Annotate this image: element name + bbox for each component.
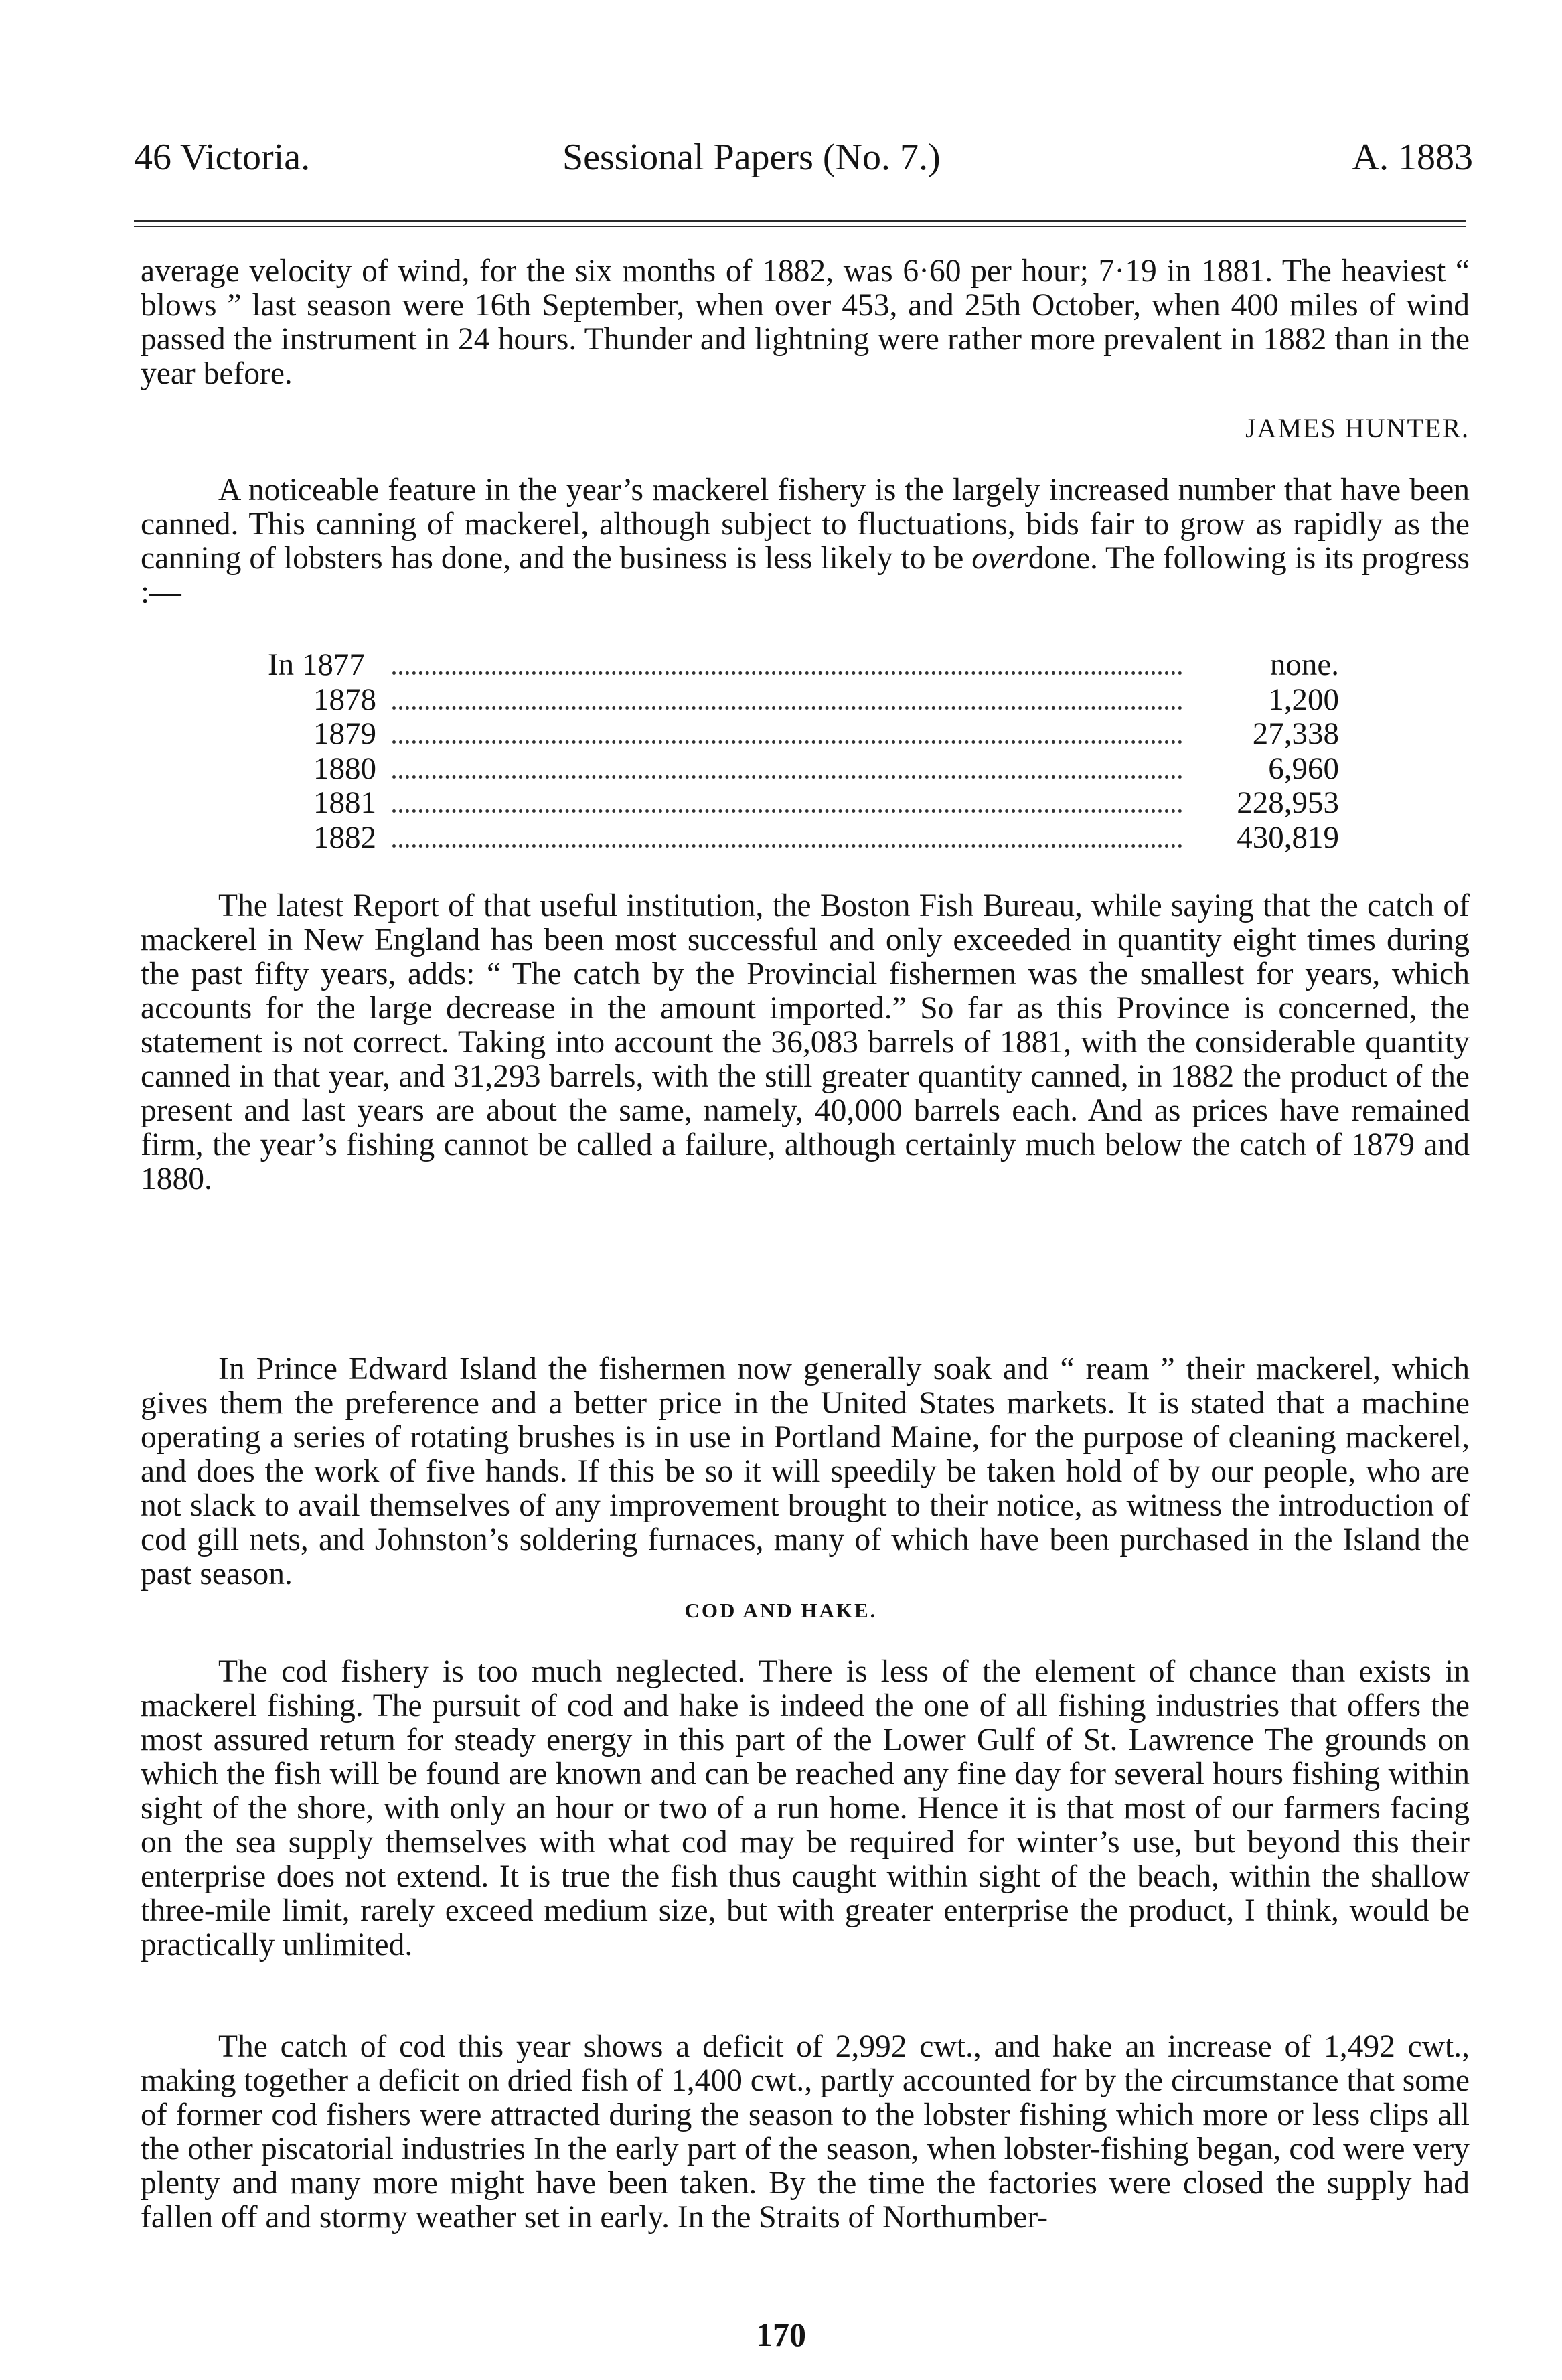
- paragraph-cod-catch: The catch of cod this year shows a deficit of 2,992 cwt., and hake an increase of 1,492 cwt., making together a deficit on dried fish of 1,400 cwt., partly accounted for by the circumstance that some of former cod fishers were attracted during the season to the lobster fishing which more or less clips all the other piscatorial industries In the early part of the season, when lobster-fishing began, cod were very plenty and many more might have been taken. By the time the factories were closed the supply had fallen off and stormy weather set in early. In the Straits of Northumber-: [141, 2029, 1470, 2235]
- paragraph-wind: average velocity of wind, for the six months of 1882, was 6·60 per hour; 7·19 in 1881. The heaviest “ blows ” last season were 16th September, when over 453, and 25th October, when 400 miles of wind passed the instrument in 24 hours. Thunder and lightning were rather more prevalent in 1882 than in the year before.: [141, 254, 1470, 391]
- table-year: In 1877: [268, 647, 365, 682]
- paragraph-mackerel-canning: [141, 473, 1470, 610]
- paragraph-pei-fishermen: In Prince Edward Island the fishermen now generally soak and “ ream ” their mackerel, which gives them the preference and a better price in the United States markets. It is stated that a machine operating a series of rotating brushes is in use in Portland Maine, for the purpose of cleaning mackerel, and does the work of five hands. If this be so it will speedily be taken hold of by our people, who are not slack to avail themselves of any improvement brought to their notice, as witness the introduction of cod gill nets, and Johnston’s soldering furnaces, many of which have been purchased in the Island the past season.: [141, 1352, 1470, 1591]
- section-heading: COD AND HAKE.: [684, 1599, 878, 1622]
- table-row: [268, 717, 1339, 752]
- emphasis-text: over: [971, 541, 1028, 576]
- leader-dots: [392, 775, 1182, 779]
- signature: JAMES HUNTER.: [1245, 413, 1470, 443]
- header-rule-thin: [134, 226, 1466, 227]
- leader-dots: [392, 809, 1182, 813]
- table-year: 1881: [313, 785, 376, 820]
- leader-dots: [392, 706, 1182, 710]
- page-header: [134, 131, 1473, 184]
- paragraph-boston-report: The latest Report of that useful institution, the Boston Fish Bureau, while saying that the catch of mackerel in New England has been most successful and only exceeded in quantity eight times during the past fifty years, adds: “ The catch by the Provincial fishermen was the smallest for years, which accounts for the large decrease in the amount imported.” So far as this Province is concerned, the statement is not correct. Taking into account the 36,083 barrels of 1881, with the considerable quantity canned in that year, and 31,293 barrels, with the still greater quantity canned, in 1882 the product of the present and last years are about the same, namely, 40,000 barrels each. And as prices have remained firm, the year’s fishing cannot be called a failure, although certainly much below the catch of 1879 and 1880.: [141, 888, 1470, 1196]
- header-volume: 46 Victoria.: [134, 137, 311, 178]
- table-value: 430,819: [1237, 819, 1339, 855]
- header-year: A. 1883: [1352, 137, 1473, 178]
- table-year: 1882: [313, 819, 376, 855]
- table-row: [268, 786, 1339, 821]
- table-year: 1880: [313, 750, 376, 786]
- leader-dots: [392, 844, 1182, 848]
- table-row: [268, 752, 1339, 787]
- paragraph-text: A noticeable feature in the year’s mackerel fishery is the largely increased number that have been canned. This canning of mackerel, although subject to fluctuations, bids fair to grow as rapidly as the canning of lobsters has done, and the business is less likely to be: [141, 473, 1470, 576]
- leader-dots: [392, 740, 1182, 744]
- table-row: [268, 648, 1339, 683]
- table-value: 27,338: [1252, 716, 1339, 751]
- table-year: 1878: [313, 682, 376, 717]
- canning-progress-table: [268, 648, 1339, 855]
- table-value: 1,200: [1268, 682, 1339, 717]
- leader-dots: [392, 671, 1182, 675]
- table-row: [268, 683, 1339, 718]
- paragraph-cod-fishery: The cod fishery is too much neglected. There is less of the element of chance than exists in mackerel fishing. The pursuit of cod and hake is indeed the one of all fishing industries that offers the most assured return for steady energy in this part of the Lower Gulf of St. Lawrence The grounds on which the fish will be found are known and can be reached any fine day for several hours fishing within sight of the shore, with only an hour or two of a run home. Hence it is that most of our farmers facing on the sea supply themselves with what cod may be required for winter’s use, but beyond this their enterprise does not extend. It is true the fish thus caught within sight of the beach, within the shallow three-mile limit, rarely exceed medium size, but with greater enterprise the product, I think, would be practically unlimited.: [141, 1654, 1470, 1962]
- table-value: none.: [1269, 647, 1339, 682]
- header-rule: [134, 220, 1466, 222]
- table-value: 228,953: [1237, 785, 1339, 820]
- header-title: Sessional Papers (No. 7.): [562, 137, 941, 178]
- page-number: 170: [756, 2316, 806, 2353]
- paragraph-text: done. The following is its progress :—: [141, 541, 1470, 610]
- table-value: 6,960: [1268, 750, 1339, 786]
- table-year: 1879: [313, 716, 376, 751]
- table-row: [268, 821, 1339, 856]
